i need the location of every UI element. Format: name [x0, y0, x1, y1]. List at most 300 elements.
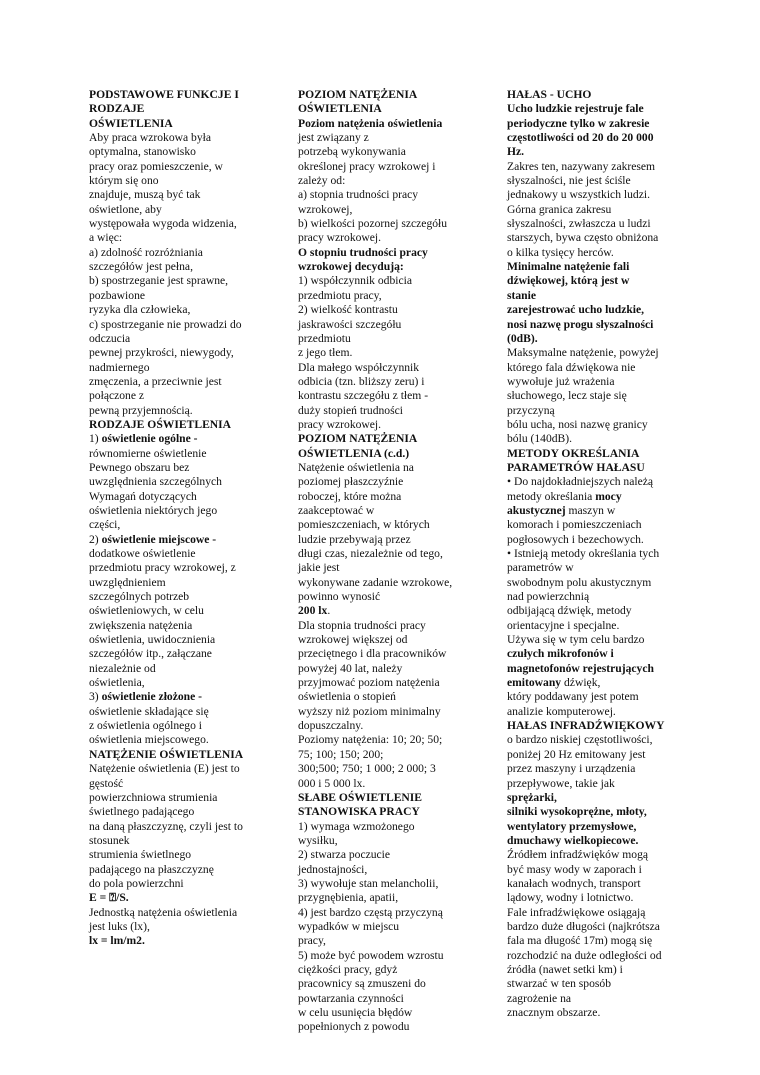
text-segment: c) spostrzeganie nie prowadzi do — [89, 317, 242, 331]
text-line — [298, 791, 473, 805]
text-segment: swobodnym polu akustycznym — [507, 575, 652, 589]
text-segment: dźwięk, — [561, 676, 601, 690]
bold-text-segment: oświetlenie złożone - — [101, 690, 203, 704]
text-segment: pozbawione — [89, 288, 146, 302]
bold-text-segment: Poziom natężenia oświetlenia — [298, 116, 443, 130]
text-line — [507, 547, 677, 561]
text-line — [507, 274, 677, 288]
text-segment: szczególnych potrzeb — [89, 590, 190, 604]
text-line — [298, 863, 473, 877]
bold-text-segment: METODY OKREŚLANIA — [507, 446, 640, 460]
text-line — [89, 88, 267, 102]
bold-text-segment: dmuchawy wielkopiecowe. — [507, 833, 639, 847]
text-line — [89, 260, 267, 274]
text-line — [89, 748, 267, 762]
text-line — [89, 647, 267, 661]
text-line — [89, 834, 267, 848]
text-line — [298, 131, 473, 145]
text-line — [298, 404, 473, 418]
text-line — [507, 590, 677, 604]
text-segment: b) spostrzeganie jest sprawne, — [89, 274, 229, 288]
text-line — [298, 690, 473, 704]
text-segment: pracy wzrokowej. — [298, 417, 382, 431]
text-line — [298, 246, 473, 260]
text-line — [89, 303, 267, 317]
bold-text-segment: RODZAJE — [89, 102, 145, 116]
text-segment: Fale infradźwiękowe osiągają — [507, 905, 646, 919]
text-line — [507, 404, 677, 418]
text-line — [298, 203, 473, 217]
text-line — [298, 432, 473, 446]
text-segment: 1) wymaga wzmożonego — [298, 819, 415, 833]
text-segment: strumienia świetlnego — [89, 848, 192, 862]
text-line — [507, 361, 677, 375]
text-segment: oświetlenia miejscowego. — [89, 733, 209, 747]
text-line — [507, 246, 677, 260]
bold-text-segment: RODZAJE OŚWIETLENIA — [89, 417, 232, 431]
text-line — [298, 662, 473, 676]
text-line — [507, 676, 677, 690]
text-segment: dodatkowe oświetlenie — [89, 547, 196, 560]
text-line — [298, 518, 473, 532]
text-line — [507, 920, 677, 934]
text-segment: zwiększenia natężenia — [89, 618, 193, 632]
text-line — [89, 447, 267, 461]
text-segment: Wymagań dotyczących — [89, 489, 197, 503]
text-segment: • Istnieją metody określania tych — [507, 547, 660, 560]
text-segment: 000 i 5 000 lx. — [298, 776, 366, 790]
text-line — [298, 231, 473, 245]
text-segment: pewnej przykrości, niewygody, — [89, 346, 234, 360]
text-line — [507, 346, 677, 360]
text-line — [507, 834, 677, 848]
text-segment: bólu (140dB). — [507, 432, 573, 446]
column-1 — [89, 88, 267, 949]
text-segment: zaakceptować w — [298, 503, 375, 517]
text-line — [507, 1006, 677, 1020]
column-3 — [507, 88, 677, 1020]
text-line — [298, 318, 473, 332]
bold-text-segment: stanie — [507, 288, 536, 302]
text-line — [89, 274, 267, 288]
text-segment: Poziomy natężenia: 10; 20; 50; — [298, 733, 443, 747]
text-line — [298, 762, 473, 776]
text-segment: poziomej płaszczyźnie — [298, 475, 404, 489]
text-line — [298, 561, 473, 575]
bold-text-segment: OŚWIETLENIA — [298, 102, 382, 116]
text-segment: szczegółów itp., załączane — [89, 647, 212, 661]
text-line — [298, 174, 473, 188]
text-segment: oświetlone, aby — [89, 202, 162, 216]
text-line — [507, 518, 677, 532]
bold-text-segment: emitowany — [507, 676, 562, 690]
text-line — [89, 145, 267, 159]
text-segment: • Do najdokładniejszych należą — [507, 475, 654, 489]
bold-text-segment: STANOWISKA PRACY — [298, 805, 420, 819]
text-line — [507, 332, 677, 346]
text-segment: pogłosowych i bezechowych. — [507, 532, 644, 546]
text-line — [298, 102, 473, 116]
text-line — [298, 949, 473, 963]
text-line — [507, 848, 677, 862]
bold-text-segment: nosi nazwę progu słyszalności — [507, 317, 654, 331]
text-segment: starszych, bywa często obniżona — [507, 231, 659, 245]
text-segment: b) wielkości pozornej szczegółu — [298, 217, 448, 231]
text-line — [298, 274, 473, 288]
text-segment: a) stopnia trudności pracy — [298, 188, 419, 202]
text-segment: źródła (nawet setki km) i — [507, 962, 623, 976]
text-line — [507, 891, 677, 905]
text-line — [507, 777, 677, 791]
bold-text-segment: oświetlenie ogólne - — [101, 432, 198, 446]
text-line — [298, 848, 473, 862]
text-segment: Zakres ten, nazywany zakresem — [507, 159, 656, 173]
text-line — [298, 188, 473, 202]
text-line — [298, 891, 473, 905]
bold-text-segment: POZIOM NATĘŻENIA — [298, 432, 418, 446]
text-line — [507, 188, 677, 202]
text-line — [298, 289, 473, 303]
text-segment: niezależnie od — [89, 661, 156, 675]
text-line — [507, 145, 677, 159]
text-line — [298, 375, 473, 389]
text-segment: ryzyka dla człowieka, — [89, 303, 191, 317]
bold-text-segment: mocy — [595, 489, 622, 503]
text-segment: a więc: — [89, 231, 123, 245]
text-line — [507, 289, 677, 303]
text-segment: 2) wielkość kontrastu — [298, 303, 398, 317]
text-line — [298, 748, 473, 762]
text-line — [507, 619, 677, 633]
text-line — [89, 877, 267, 891]
text-line — [507, 748, 677, 762]
text-segment: jednostajności, — [298, 862, 368, 876]
text-line — [298, 977, 473, 991]
text-segment: którym się ono — [89, 174, 159, 188]
bold-text-segment: silniki wysokoprężne, młoty, — [507, 805, 647, 819]
text-segment: przepływowe, takie jak — [507, 776, 615, 790]
bold-text-segment: Ucho ludzkie rejestruje fale — [507, 102, 644, 116]
text-line — [507, 303, 677, 317]
text-segment: przyjmować poziom natężenia — [298, 676, 440, 690]
text-segment: pomieszczeniach, w których — [298, 518, 430, 532]
text-segment: kanałach wodnych, transport — [507, 876, 641, 890]
text-segment: fala ma długość 17m) mogą się — [507, 934, 653, 948]
bold-text-segment: magnetofonów rejestrujących — [507, 661, 654, 675]
text-segment: jest luks (lx), — [89, 919, 150, 933]
text-line — [89, 590, 267, 604]
text-line — [298, 619, 473, 633]
text-segment: jest związany z — [298, 131, 369, 145]
text-line — [507, 977, 677, 991]
text-line — [507, 160, 677, 174]
text-segment: występowała wygoda widzenia, — [89, 217, 237, 231]
text-segment: ciężkości pracy, gdyż — [298, 962, 398, 976]
text-line — [298, 217, 473, 231]
text-segment: być masy wody w zaporach i — [507, 862, 642, 876]
text-line — [89, 662, 267, 676]
text-segment: świetlnego padającego — [89, 805, 195, 819]
text-segment: przyczyną — [507, 403, 555, 417]
text-segment: 1) — [89, 432, 102, 446]
text-segment: o bardzo niskiej częstotliwości, — [507, 733, 653, 747]
text-segment: na daną płaszczyznę, czyli jest to — [89, 819, 243, 833]
text-line — [507, 461, 677, 475]
text-line — [507, 791, 677, 805]
text-segment: wzrokowej, — [298, 202, 353, 216]
bold-text-segment: SŁABE OŚWIETLENIE — [298, 790, 423, 804]
text-segment: stosunek — [89, 833, 130, 847]
text-segment: słuchowego, lecz staje się — [507, 389, 627, 403]
text-line — [89, 805, 267, 819]
text-segment: znacznym obszarze. — [507, 1006, 601, 1019]
text-line — [507, 820, 677, 834]
text-segment: dopuszczalny. — [298, 719, 364, 733]
text-segment: połączone z — [89, 389, 145, 403]
text-line — [89, 504, 267, 518]
text-line — [89, 719, 267, 733]
bold-text-segment: OŚWIETLENIA — [89, 116, 173, 130]
text-line — [89, 848, 267, 862]
text-line — [89, 762, 267, 776]
text-line — [507, 949, 677, 963]
text-segment: metody określania — [507, 489, 596, 503]
text-line — [507, 418, 677, 432]
text-segment: analizie komputerowej. — [507, 704, 616, 718]
bold-text-segment: E = ⍰/S. — [89, 891, 129, 905]
bold-text-segment: HAŁAS INFRADŹWIĘKOWY — [507, 719, 665, 733]
text-line — [89, 547, 267, 561]
text-segment: orientacyjne i specjalne. — [507, 618, 620, 632]
text-line — [89, 375, 267, 389]
text-segment: jaskrawości szczegółu — [298, 317, 402, 331]
text-segment: oświetlenia niektórych jego — [89, 503, 218, 517]
text-line — [89, 117, 267, 131]
text-line — [89, 690, 267, 704]
text-segment: którego fala dźwiękowa nie — [507, 360, 636, 374]
text-line — [507, 733, 677, 747]
text-line — [507, 102, 677, 116]
text-segment: optymalna, stanowisko — [89, 145, 196, 159]
text-segment: do pola powierzchni — [89, 876, 184, 890]
text-segment: powyżej 40 lat, należy — [298, 661, 403, 675]
text-line — [507, 705, 677, 719]
text-segment: przez maszyny i urządzenia — [507, 762, 636, 776]
text-segment: wykonywane zadanie wzrokowe, — [298, 575, 453, 589]
text-segment: oświetlenia, uwidocznienia — [89, 633, 216, 647]
text-segment: Źródłem infradźwięków mogą — [507, 848, 649, 862]
text-segment: nad powierzchnią — [507, 590, 590, 604]
text-line — [298, 447, 473, 461]
text-line — [507, 88, 677, 102]
text-line — [298, 963, 473, 977]
text-line — [89, 533, 267, 547]
text-line — [89, 404, 267, 418]
text-line — [298, 475, 473, 489]
text-segment: stwarzać w ten sposób — [507, 977, 611, 991]
text-line — [507, 432, 677, 446]
text-line — [507, 662, 677, 676]
text-line — [89, 131, 267, 145]
text-line — [89, 891, 267, 905]
text-line — [89, 346, 267, 360]
text-line — [89, 906, 267, 920]
bold-text-segment: OŚWIETLENIA (c.d.) — [298, 446, 410, 460]
text-segment: przedmiotu pracy, — [298, 288, 382, 302]
text-line — [89, 561, 267, 575]
bold-text-segment: Minimalne natężenie fali — [507, 260, 630, 274]
text-line — [507, 217, 677, 231]
text-line — [89, 733, 267, 747]
text-line — [298, 805, 473, 819]
bold-text-segment: HAŁAS - UCHO — [507, 88, 592, 101]
text-line — [298, 145, 473, 159]
bold-text-segment: wzrokowej decydują: — [298, 260, 404, 274]
text-line — [89, 246, 267, 260]
text-line — [89, 490, 267, 504]
text-segment: z jego tłem. — [298, 346, 353, 360]
bold-text-segment: oświetlenie miejscowe - — [101, 532, 217, 546]
text-line — [89, 777, 267, 791]
text-line — [507, 906, 677, 920]
text-segment: bardzo duże długości (najkrótsza — [507, 919, 660, 933]
text-line — [298, 332, 473, 346]
text-line — [298, 260, 473, 274]
text-segment: przygnębienia, apatii, — [298, 891, 399, 905]
text-segment: bólu ucha, nosi nazwę granicy — [507, 417, 648, 431]
text-segment: wyższy niż poziom minimalny — [298, 704, 441, 718]
text-segment: w celu usunięcia błędów — [298, 1006, 413, 1019]
text-line — [89, 188, 267, 202]
text-line — [89, 920, 267, 934]
text-segment: przedmiotu — [298, 331, 351, 345]
text-segment: roboczej, które można — [298, 489, 402, 503]
text-segment: słyszalności, nie jest ściśle — [507, 174, 631, 188]
bold-text-segment: O stopniu trudności pracy — [298, 245, 428, 259]
text-segment: komorach i pomieszczeniach — [507, 518, 642, 532]
text-segment: 300;500; 750; 1 000; 2 000; 3 — [298, 762, 436, 776]
text-segment: 3) — [89, 690, 102, 704]
text-line — [298, 547, 473, 561]
text-line — [298, 160, 473, 174]
text-segment: szczegółów jest pełna, — [89, 260, 193, 274]
text-line — [507, 633, 677, 647]
text-segment: Dla stopnia trudności pracy — [298, 618, 426, 632]
bold-text-segment: NATĘŻENIE OŚWIETLENIA — [89, 747, 244, 761]
text-segment: pracy, — [298, 934, 326, 948]
text-line — [89, 203, 267, 217]
text-line — [507, 504, 677, 518]
text-segment: przeciętnego i dla pracowników — [298, 647, 447, 661]
text-line — [507, 231, 677, 245]
text-line — [507, 805, 677, 819]
text-segment: kontrastu szczegółu z tłem - — [298, 389, 429, 403]
text-line — [89, 160, 267, 174]
text-segment: powierzchniowa strumienia — [89, 790, 218, 804]
bold-text-segment: POZIOM NATĘŻENIA — [298, 88, 418, 101]
bold-text-segment: zarejestrować ucho ludzkie, — [507, 303, 645, 317]
text-line — [507, 318, 677, 332]
text-segment: 3) wywołuje stan melancholii, — [298, 876, 439, 890]
text-segment: Jednostką natężenia oświetlenia — [89, 905, 238, 919]
text-line — [298, 733, 473, 747]
text-segment: poniżej 20 Hz emitowany jest — [507, 747, 646, 761]
text-segment: Dla małego współczynnik — [298, 360, 420, 374]
bold-text-segment: 200 lx — [298, 604, 328, 618]
text-line — [89, 676, 267, 690]
text-segment: o kilka tysięcy herców. — [507, 245, 614, 259]
text-line — [507, 762, 677, 776]
text-segment: a) zdolność rozróżniania — [89, 245, 203, 259]
text-line — [298, 490, 473, 504]
text-segment: wywołuje już wrażenia — [507, 374, 615, 388]
text-line — [298, 604, 473, 618]
text-line — [89, 820, 267, 834]
text-segment: lądowy, wodny i lotnictwo. — [507, 891, 634, 905]
text-segment: odczucia — [89, 331, 131, 345]
text-segment: oświetleniowych, w celu — [89, 604, 204, 618]
text-line — [298, 533, 473, 547]
text-line — [89, 518, 267, 532]
bold-text-segment: czułych mikrofonów i — [507, 647, 614, 661]
text-line — [89, 633, 267, 647]
text-segment: wysiłku, — [298, 833, 338, 847]
text-segment: zagrożenie na — [507, 991, 572, 1005]
bold-text-segment: dźwiękowej, którą jest w — [507, 274, 630, 288]
text-line — [507, 203, 677, 217]
text-line — [89, 231, 267, 245]
text-segment: oświetlenia o stopień — [298, 690, 396, 704]
text-segment: słyszalności, zwłaszcza u ludzi — [507, 217, 651, 231]
text-line — [507, 475, 677, 489]
text-segment: 2) — [89, 532, 102, 546]
bold-text-segment: PODSTAWOWE FUNKCJE I — [89, 88, 239, 101]
text-segment: powinno wynosić — [298, 590, 381, 604]
text-segment: ludzie przebywają przez — [298, 532, 411, 546]
text-line — [507, 131, 677, 145]
text-line — [89, 791, 267, 805]
column-2 — [298, 88, 473, 1035]
text-line — [298, 676, 473, 690]
text-line — [298, 361, 473, 375]
text-line — [298, 906, 473, 920]
text-segment: odbijającą dźwięk, metody — [507, 604, 632, 618]
text-segment: określonej pracy wzrokowej i — [298, 159, 436, 173]
text-segment: nadmiernego — [89, 360, 150, 374]
text-line — [298, 461, 473, 475]
text-segment: maszyn w — [565, 503, 616, 517]
text-segment: parametrów w — [507, 561, 574, 575]
text-line — [298, 777, 473, 791]
text-line — [298, 647, 473, 661]
text-line — [89, 418, 267, 432]
bold-text-segment: Hz. — [507, 145, 525, 159]
bold-text-segment: PARAMETRÓW HAŁASU — [507, 460, 645, 474]
text-line — [507, 447, 677, 461]
text-line — [507, 992, 677, 1006]
text-segment: który poddawany jest potem — [507, 690, 639, 704]
text-line — [507, 260, 677, 274]
text-line — [89, 318, 267, 332]
text-line — [89, 332, 267, 346]
text-line — [298, 576, 473, 590]
text-segment: Aby praca wzrokowa była — [89, 131, 212, 145]
text-line — [89, 102, 267, 116]
text-line — [298, 504, 473, 518]
text-line — [89, 361, 267, 375]
text-segment: Maksymalne natężenie, powyżej — [507, 346, 659, 360]
text-line — [507, 490, 677, 504]
